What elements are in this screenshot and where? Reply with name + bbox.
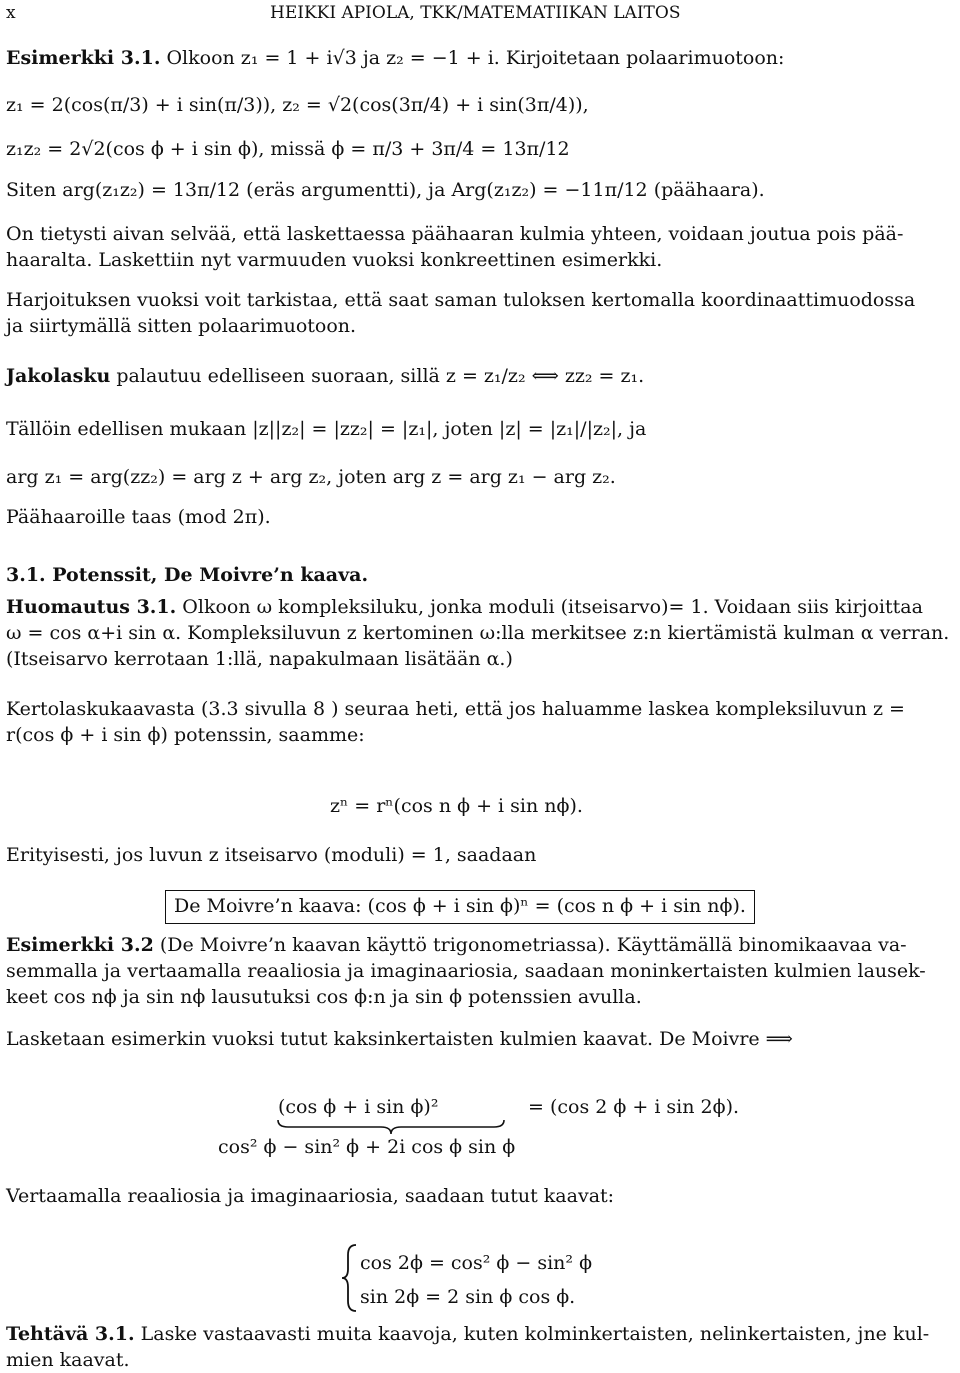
remark-line: (Itseisarvo kerrotaan 1:llä, napakulmaan lisätään α.) (6, 648, 513, 670)
modulus-line: Tällöin edellisen mukaan |z||z₂| = |zz₂| = |z₁|, joten |z| = |z₁|/|z₂|, ja (6, 418, 647, 440)
paragraph-line: Lasketaan esimerkin vuoksi tutut kaksinkertaisten kulmien kaavat. De Moivre ⟹ (6, 1028, 793, 1050)
double-angle-sin: sin 2ϕ = 2 sin ϕ cos ϕ. (360, 1286, 576, 1308)
left-brace (340, 1243, 360, 1313)
page-number: x (6, 3, 16, 23)
paragraph-line: Kertolaskukaavasta (3.3 sivulla 8 ) seuraa heti, että jos haluamme laskea kompleksiluvun z = (6, 698, 905, 720)
division-text: palautuu edelliseen suoraan, sillä z = z₁/z₂ ⟺ zz₂ = z₁. (116, 365, 645, 387)
argument-equation: Siten arg(z₁z₂) = 13π/12 (eräs argumentti), ja Arg(z₁z₂) = −11π/12 (päähaara). (6, 179, 765, 201)
product-equation: z₁z₂ = 2√2(cos ϕ + i sin ϕ), missä ϕ = π/3 + 3π/4 = 13π/12 (6, 138, 570, 160)
polar-form-equation: z₁ = 2(cos(π/3) + i sin(π/3)), z₂ = √2(cos(3π/4) + i sin(3π/4)), (6, 94, 589, 116)
paragraph-line: semmalla ja vertaamalla reaaliosia ja imaginaariosia, saadaan moninkertaisten kulmien lausek- (6, 960, 926, 982)
example-3-1-text: Olkoon z₁ = 1 + i√3 ja z₂ = −1 + i. Kirjoitetaan polaarimuotoon: (166, 47, 785, 69)
paragraph-line: r(cos ϕ + i sin ϕ) potenssin, saamme: (6, 724, 365, 746)
running-title: HEIKKI APIOLA, TKK/MATEMATIIKAN LAITOS (270, 3, 681, 23)
division-line (6, 363, 954, 389)
page-header (6, 0, 954, 26)
section-title: 3.1. Potenssit, De Moivre’n kaava. (6, 564, 369, 586)
paragraph-line: haaralta. Laskettiin nyt varmuuden vuoksi konkreettinen esimerkki. (6, 249, 663, 271)
example-3-2-line (6, 932, 954, 958)
paragraph-line: Erityisesti, jos luvun z itseisarvo (moduli) = 1, saadaan (6, 844, 537, 866)
exercise-label: Tehtävä 3.1. (6, 1323, 135, 1345)
division-label: Jakolasku (6, 365, 111, 387)
de-moivre-box (165, 890, 954, 924)
example-3-1-label: Esimerkki 3.1. (6, 47, 161, 69)
branch-line: Päähaaroille taas (mod 2π). (6, 506, 271, 528)
paragraph-line: Harjoituksen vuoksi voit tarkistaa, että saat saman tuloksen kertomalla koordinaattimuodossa (6, 289, 916, 311)
power-formula: zⁿ = rⁿ(cos n ϕ + i sin nϕ). (330, 795, 583, 817)
remark-line: ω = cos α+i sin α. Kompleksiluvun z kertominen ω:lla merkitsee z:n kiertämistä kulman α verran. (6, 622, 950, 644)
paragraph-line: On tietysti aivan selvää, että laskettaessa päähaaran kulmia yhteen, voidaan joutua pois pää- (6, 223, 904, 245)
exercise-line: mien kaavat. (6, 1349, 130, 1371)
remark-line (6, 594, 954, 620)
binomial-rhs: = (cos 2 ϕ + i sin 2ϕ). (528, 1096, 740, 1118)
binomial-expansion: cos² ϕ − sin² ϕ + 2i cos ϕ sin ϕ (218, 1136, 516, 1158)
remark-text: Olkoon ω kompleksiluku, jonka moduli (itseisarvo)= 1. Voidaan siis kirjoittaa (182, 596, 923, 618)
example-3-2-text: Käyttämällä binomikaavaa va- (616, 934, 907, 956)
paragraph-line: ja siirtymällä sitten polaarimuotoon. (6, 315, 357, 337)
exercise-line (6, 1321, 954, 1347)
exercise-text: Laske vastaavasti muita kaavoja, kuten kolminkertaisten, nelinkertaisten, jne kul- (140, 1323, 930, 1345)
paragraph-line: Vertaamalla reaaliosia ja imaginaariosia, saadaan tutut kaavat: (6, 1185, 615, 1207)
double-angle-cos: cos 2ϕ = cos² ϕ − sin² ϕ (360, 1252, 593, 1274)
example-3-2-title: (De Moivre’n kaavan käyttö trigonometriassa). (159, 934, 611, 956)
example-3-1-intro (6, 45, 954, 71)
de-moivre-formula: De Moivre’n kaava: (cos ϕ + i sin ϕ)ⁿ = (cos n ϕ + i sin nϕ). (165, 890, 755, 924)
paragraph-line: keet cos nϕ ja sin nϕ lausutuksi cos ϕ:n ja sin ϕ potenssien avulla. (6, 986, 642, 1008)
argument-line: arg z₁ = arg(zz₂) = arg z + arg z₂, joten arg z = arg z₁ − arg z₂. (6, 466, 616, 488)
binomial-lhs: (cos ϕ + i sin ϕ)² (278, 1096, 439, 1118)
example-3-2-label: Esimerkki 3.2 (6, 934, 154, 956)
remark-label: Huomautus 3.1. (6, 596, 177, 618)
